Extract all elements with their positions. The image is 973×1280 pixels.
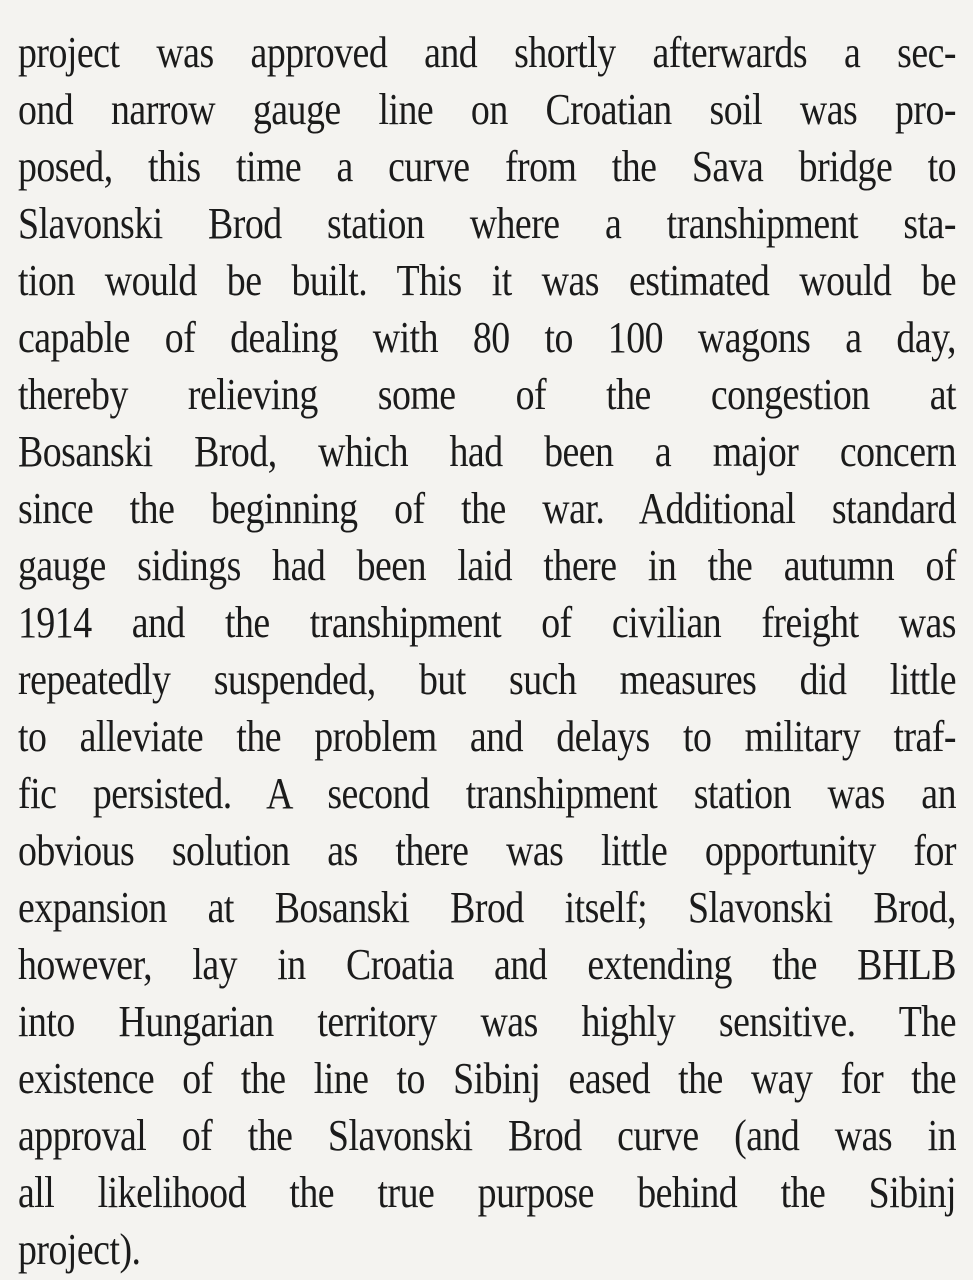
text-line-5: tion would be built. This it was estimated would be [18,256,956,305]
text-line-3: posed, this time a curve from the Sava bridge to [18,142,956,191]
text-line-22: project). [18,1225,141,1274]
text-line-11: 1914 and the transhipment of civilian freight was [18,598,956,647]
text-line-16: expansion at Bosanski Brod itself; Slavonski Brod, [18,883,956,932]
text-line-9: since the beginning of the war. Additional standard [18,484,956,533]
text-line-6: capable of dealing with 80 to 100 wagons a day, [18,313,956,362]
text-line-19: existence of the line to Sibinj eased the way for the [18,1054,956,1103]
text-line-4: Slavonski Brod station where a transhipment sta- [18,199,956,248]
text-line-10: gauge sidings had been laid there in the autumn of [18,541,956,590]
text-line-15: obvious solution as there was little opportunity for [18,826,956,875]
text-line-20: approval of the Slavonski Brod curve (and was in [18,1111,956,1160]
text-line-2: ond narrow gauge line on Croatian soil was pro- [18,85,956,134]
text-line-1: project was approved and shortly afterwards a sec- [18,28,956,77]
text-line-13: to alleviate the problem and delays to military traf- [18,712,956,761]
body-paragraph [18,24,956,1278]
text-line-17: however, lay in Croatia and extending the BHLB [18,940,956,989]
text-line-18: into Hungarian territory was highly sensitive. The [18,997,956,1046]
text-line-21: all likelihood the true purpose behind the Sibinj [18,1168,956,1217]
text-line-14: fic persisted. A second transhipment station was an [18,769,956,818]
text-line-12: repeatedly suspended, but such measures did little [18,655,956,704]
text-line-8: Bosanski Brod, which had been a major concern [18,427,956,476]
text-page [18,24,956,1278]
text-line-7: thereby relieving some of the congestion at [18,370,956,419]
